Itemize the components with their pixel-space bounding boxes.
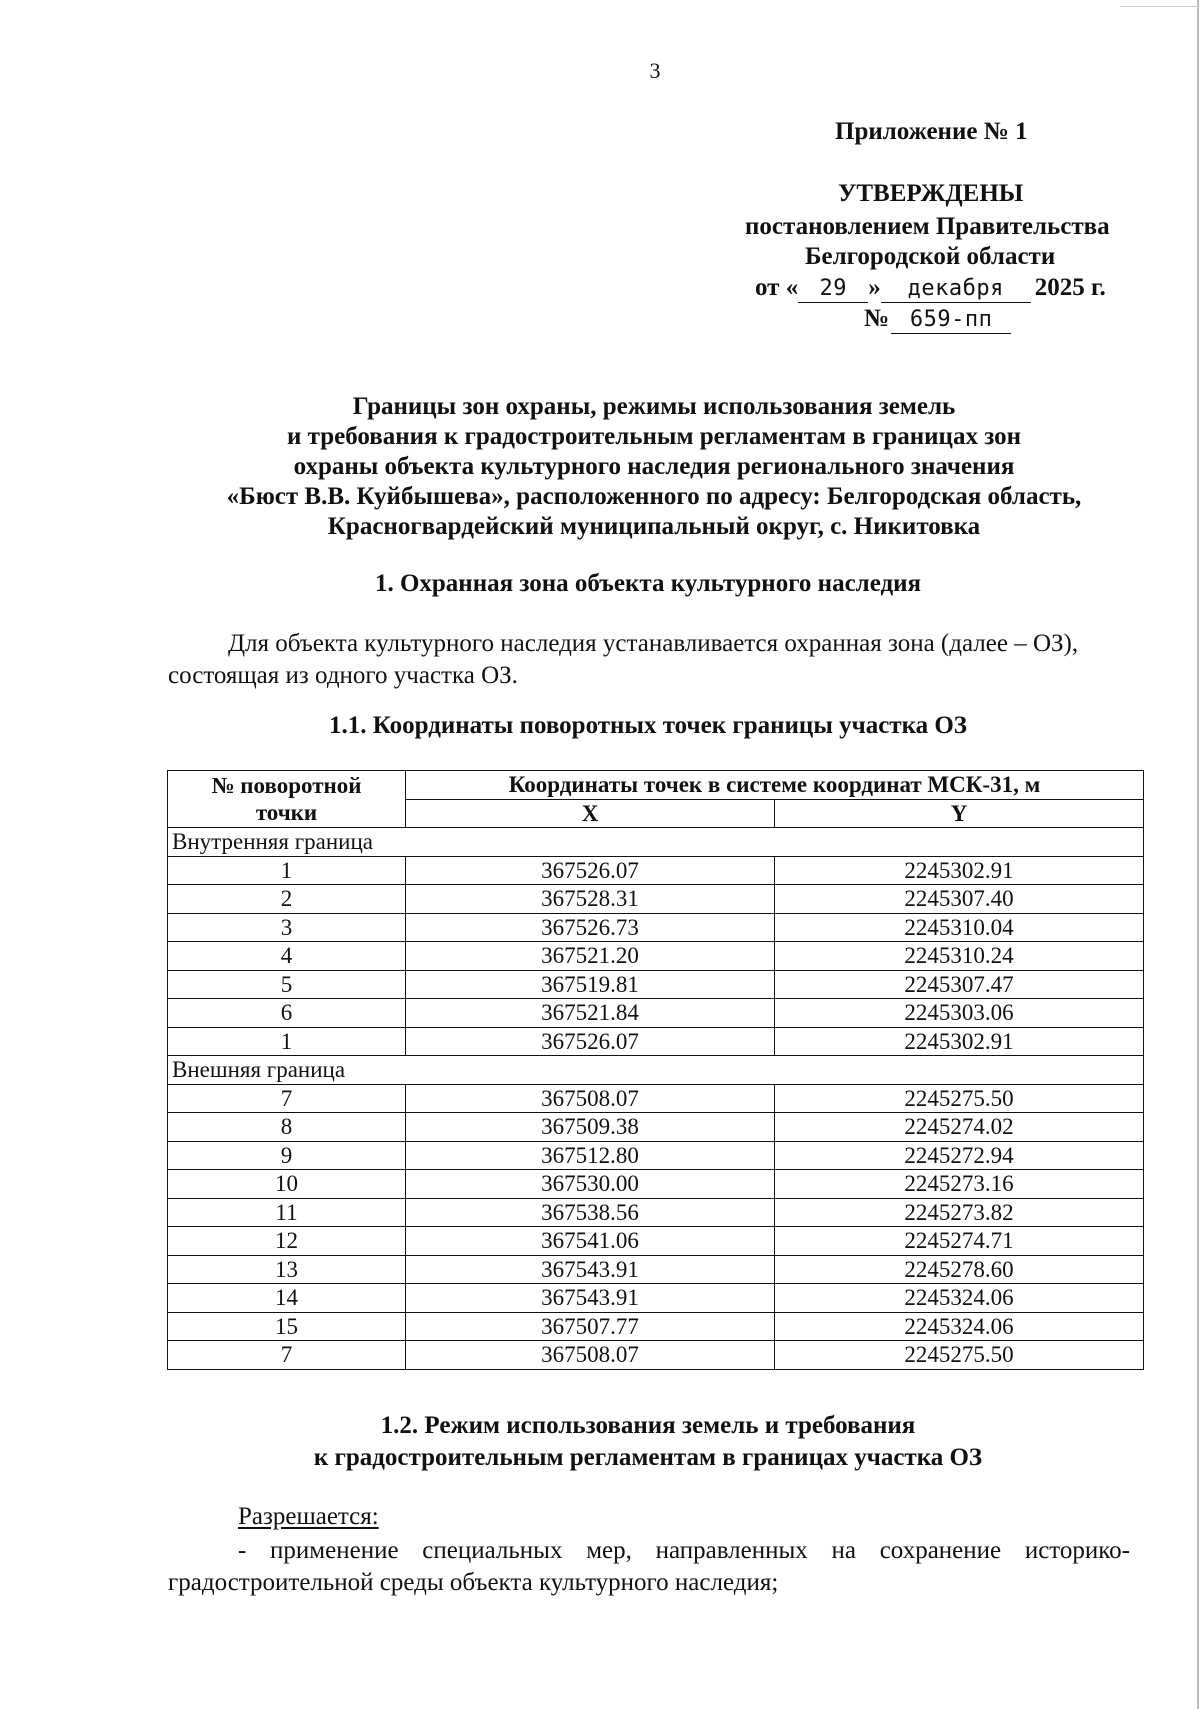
cell-x: 367543.91 (406, 1255, 775, 1284)
cell-point: 9 (168, 1141, 406, 1170)
cell-point: 7 (168, 1341, 406, 1370)
coordinates-table (167, 770, 1144, 1370)
date-year: 2025 г. (1034, 274, 1106, 301)
cell-y: 2245274.02 (775, 1113, 1144, 1142)
table-group-row (168, 828, 1144, 857)
heading-line: к градостроительным регламентам в границах участка ОЗ (313, 1444, 983, 1471)
decree-line-2: Белгородской области (805, 243, 1056, 270)
cell-point: 3 (168, 913, 406, 942)
appendix-label: Приложение № 1 (835, 118, 1028, 145)
table-row (168, 1227, 1144, 1256)
cell-x: 367526.07 (406, 1027, 775, 1056)
table-row (168, 970, 1144, 999)
table-group-row (168, 1056, 1144, 1085)
document-title (180, 392, 1128, 542)
title-line: и требования к градостроительным регламентам в границах зон (286, 423, 1022, 450)
cell-x: 367508.07 (406, 1084, 775, 1113)
cell-y: 2245278.60 (775, 1255, 1144, 1284)
number-prefix: № (864, 305, 890, 332)
cell-point: 12 (168, 1227, 406, 1256)
date-mid: » (868, 274, 881, 301)
cell-x: 367519.81 (406, 970, 775, 999)
heading-line: 1.2. Режим использования земель и требования (380, 1412, 916, 1439)
table-row (168, 1170, 1144, 1199)
scan-edge (1197, 0, 1199, 1709)
section-1-1-heading: 1.1. Координаты поворотных точек границы участка ОЗ (329, 712, 967, 739)
table-row (168, 856, 1144, 885)
cell-x: 367509.38 (406, 1113, 775, 1142)
cell-y: 2245275.50 (775, 1084, 1144, 1113)
cell-x: 367530.00 (406, 1170, 775, 1199)
paragraph-line: Для объекта культурного наследия устанавливается охранная зона (далее – ОЗ), (228, 630, 1079, 657)
col-header-coords: Координаты точек в системе координат МСК-31, м (406, 771, 1144, 800)
decree-date (755, 274, 1175, 303)
cell-point: 4 (168, 942, 406, 971)
table-row (168, 1284, 1144, 1313)
cell-y: 2245324.06 (775, 1312, 1144, 1341)
cell-point: 8 (168, 1113, 406, 1142)
cell-x: 367543.91 (406, 1284, 775, 1313)
cell-x: 367528.31 (406, 885, 775, 914)
title-line: Красногвардейский муниципальный округ, с. Никитовка (327, 513, 981, 540)
table-row (168, 885, 1144, 914)
paragraph-line: состоящая из одного участка ОЗ. (168, 662, 518, 689)
section-1-2-heading (168, 1410, 1128, 1474)
cell-point: 11 (168, 1198, 406, 1227)
table-row (168, 1113, 1144, 1142)
table-row (168, 1141, 1144, 1170)
title-line: «Бюст В.В. Куйбышева», расположенного по адресу: Белгородская область, (226, 483, 1082, 510)
allowed-item (168, 1535, 1130, 1599)
cell-y: 2245303.06 (775, 999, 1144, 1028)
group-label: Внутренняя граница (168, 828, 1144, 857)
cell-y: 2245275.50 (775, 1341, 1144, 1370)
cell-point: 14 (168, 1284, 406, 1313)
cell-x: 367507.77 (406, 1312, 775, 1341)
decree-line-1: постановлением Правительства (745, 213, 1110, 240)
cell-y: 2245310.04 (775, 913, 1144, 942)
col-header-point-line2: точки (255, 800, 318, 825)
table-row (168, 1198, 1144, 1227)
cell-y: 2245307.40 (775, 885, 1144, 914)
cell-y: 2245324.06 (775, 1284, 1144, 1313)
decree-number (864, 305, 1164, 334)
cell-y: 2245302.91 (775, 856, 1144, 885)
approved-label: УТВЕРЖДЕНЫ (838, 180, 1024, 207)
cell-point: 1 (168, 856, 406, 885)
cell-point: 13 (168, 1255, 406, 1284)
col-header-y: Y (775, 799, 1144, 828)
date-month-field (881, 274, 1031, 303)
cell-point: 6 (168, 999, 406, 1028)
table-row (168, 913, 1144, 942)
cell-y: 2245272.94 (775, 1141, 1144, 1170)
col-header-point (168, 771, 406, 828)
cell-point: 7 (168, 1084, 406, 1113)
cell-point: 1 (168, 1027, 406, 1056)
group-label: Внешняя граница (168, 1056, 1144, 1085)
cell-x: 367526.07 (406, 856, 775, 885)
col-header-point-line1: № поворотной (211, 773, 362, 798)
cell-x: 367541.06 (406, 1227, 775, 1256)
cell-x: 367526.73 (406, 913, 775, 942)
cell-x: 367521.20 (406, 942, 775, 971)
section-1-paragraph (168, 628, 1130, 692)
date-day-field (798, 274, 868, 303)
allowed-label: Разрешается: (238, 1503, 379, 1530)
title-line: Границы зон охраны, режимы использования земель (352, 393, 956, 420)
number-field (891, 305, 1011, 334)
page-number: 3 (649, 58, 661, 83)
cell-y: 2245273.16 (775, 1170, 1144, 1199)
table-row (168, 1084, 1144, 1113)
cell-point: 10 (168, 1170, 406, 1199)
cell-x: 367521.84 (406, 999, 775, 1028)
number-value: 659-пп (909, 307, 993, 332)
cell-y: 2245307.47 (775, 970, 1144, 999)
bullet-line: - применение специальных мер, направленных на сохранение историко- (238, 1537, 1130, 1564)
bullet-line: градостроительной среды объекта культурного наследия; (168, 1569, 779, 1596)
scan-edge-top (1120, 6, 1200, 7)
table-body (168, 828, 1144, 1370)
cell-x: 367508.07 (406, 1341, 775, 1370)
cell-y: 2245274.71 (775, 1227, 1144, 1256)
table-row (168, 942, 1144, 971)
table-row (168, 1341, 1144, 1370)
cell-point: 15 (168, 1312, 406, 1341)
table-row (168, 1312, 1144, 1341)
cell-x: 367512.80 (406, 1141, 775, 1170)
cell-y: 2245302.91 (775, 1027, 1144, 1056)
table-row (168, 999, 1144, 1028)
date-day: 29 (819, 276, 847, 301)
cell-y: 2245273.82 (775, 1198, 1144, 1227)
cell-y: 2245310.24 (775, 942, 1144, 971)
cell-point: 2 (168, 885, 406, 914)
table-row (168, 1027, 1144, 1056)
cell-x: 367538.56 (406, 1198, 775, 1227)
date-prefix: от « (755, 274, 799, 301)
col-header-x: X (406, 799, 775, 828)
table-row (168, 1255, 1144, 1284)
title-line: охраны объекта культурного наследия регионального значения (293, 453, 1015, 480)
cell-point: 5 (168, 970, 406, 999)
section-1-heading: 1. Охранная зона объекта культурного наследия (374, 570, 922, 597)
date-month: декабря (907, 276, 1004, 301)
